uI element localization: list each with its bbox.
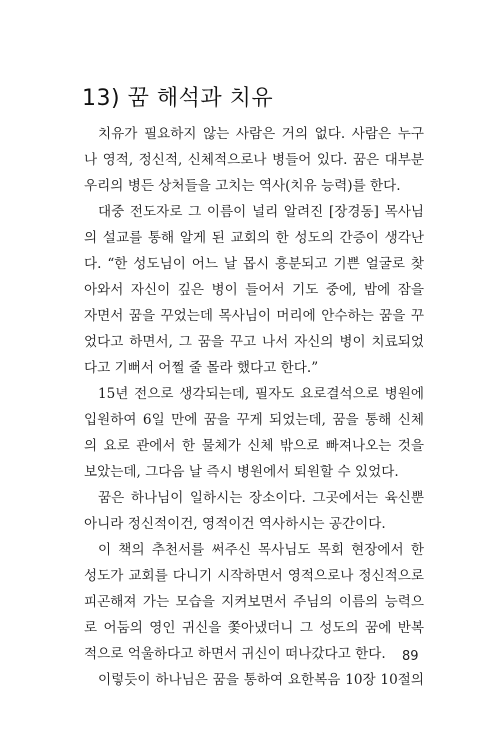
text-line: 의 설교를 통해 알게 된 교회의 한 성도의 간증이 생각난 (84, 230, 424, 246)
text-line: 아니라 정신적이건, 영적이건 역사하시는 공간이다. (84, 516, 386, 532)
page-number: 89 (402, 649, 419, 664)
paragraph-3 (84, 381, 424, 485)
paragraph-1 (84, 121, 424, 199)
text-line: 아와서 자신이 깊은 병이 들어서 기도 중에, 밤에 잠을 (84, 282, 424, 298)
text-line: 로 어둠의 영인 귀신을 쫓아냈더니 그 성도의 꿈에 반복 (84, 620, 424, 636)
text-line: 자면서 꿈을 꾸었는데 목사님이 머리에 안수하는 꿈을 꾸 (84, 308, 424, 324)
text-line: 15년 전으로 생각되는데, 필자도 요로결석으로 병원에 (98, 386, 424, 402)
text-line: 우리의 병든 상처들을 고치는 역사(치유 능력)를 한다. (84, 178, 401, 194)
text-line: 보았는데, 그다음 날 즉시 병원에서 퇴원할 수 있었다. (84, 464, 399, 480)
text-line: 다고 기뻐서 어쩔 줄 몰라 했다고 한다.” (84, 360, 319, 376)
text-line: 치유가 필요하지 않는 사람은 거의 없다. 사람은 누구 (98, 126, 424, 142)
body-text (84, 121, 424, 693)
text-line: 꿈은 하나님이 일하시는 장소이다. 그곳에서는 육신뿐 (98, 490, 424, 506)
text-line: 이렇듯이 하나님은 꿈을 통하여 요한복음 10장 10절의 (98, 672, 424, 688)
text-line: 의 요로 관에서 한 물체가 신체 밖으로 빠져나오는 것을 (84, 438, 424, 454)
text-line: 성도가 교회를 다니기 시작하면서 영적으로나 정신적으로 (84, 568, 424, 584)
text-line: 대중 전도자로 그 이름이 널리 알려진 [장경동] 목사님 (98, 204, 424, 220)
text-line: 이 책의 추천서를 써주신 목사님도 목회 현장에서 한 (98, 542, 424, 558)
paragraph-2 (84, 199, 424, 381)
text-line: 적으로 억울하다고 하면서 귀신이 떠나갔다고 한다. (84, 646, 386, 662)
chapter-title: 13) 꿈 해석과 치유 (82, 85, 274, 111)
text-line: 피곤해져 가는 모습을 지켜보면서 주님의 이름의 능력으 (84, 594, 424, 610)
paragraph-5 (84, 537, 424, 667)
text-line: 었다고 하면서, 그 꿈을 꾸고 나서 자신의 병이 치료되었 (84, 334, 424, 350)
text-line: 나 영적, 정신적, 신체적으로나 병들어 있다. 꿈은 대부분 (84, 152, 424, 168)
paragraph-4 (84, 485, 424, 537)
paragraph-6 (84, 667, 424, 693)
text-line: 입원하여 6일 만에 꿈을 꾸게 되었는데, 꿈을 통해 신체 (84, 412, 424, 428)
text-line: 다. “한 성도님이 어느 날 몹시 흥분되고 기쁜 얼굴로 찾 (84, 256, 424, 272)
